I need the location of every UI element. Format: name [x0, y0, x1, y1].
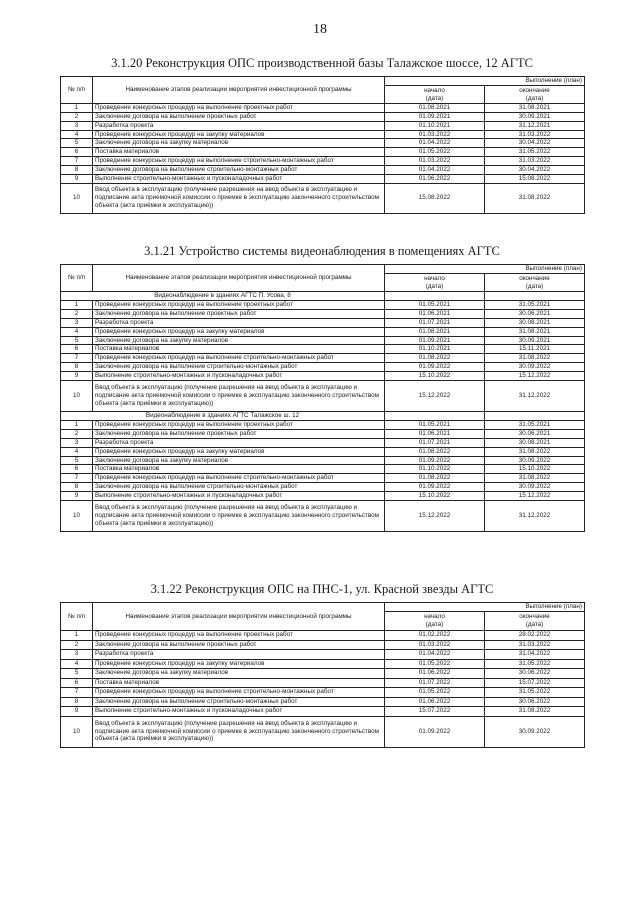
header-start: начало (дата): [385, 86, 485, 104]
end-date: 15.08.2022: [485, 174, 585, 183]
end-date: 31.03.2022: [485, 130, 585, 139]
stage-name: Поставка материалов: [93, 345, 385, 354]
start-date: 01.08.2022: [385, 447, 485, 456]
table-row: [61, 318, 585, 327]
row-number: 7: [61, 474, 93, 483]
table-row: [61, 372, 585, 381]
start-date: 01.04.2022: [385, 650, 485, 660]
start-date: 01.09.2021: [385, 336, 485, 345]
start-date: 01.09.2022: [385, 483, 485, 492]
table-row: [61, 157, 585, 166]
row-number: 1: [61, 631, 93, 641]
stage-name: Проведение конкурсных процедур на выполнение проектных работ: [93, 301, 385, 310]
start-date: 01.07.2021: [385, 318, 485, 327]
table-row: [61, 650, 585, 660]
table-row: [61, 659, 585, 669]
row-number: 10: [61, 501, 93, 532]
table-row: [61, 327, 585, 336]
end-date: 30.08.2021: [485, 438, 585, 447]
end-date: 31.08.2021: [485, 104, 585, 113]
stage-name: Заключение договора на выполнение проектных работ: [93, 640, 385, 650]
start-date: 01.08.2021: [385, 327, 485, 336]
row-number: 2: [61, 309, 93, 318]
table-row: [61, 631, 585, 641]
stage-name: Проведение конкурсных процедур на выполнение строительно-монтажных работ: [93, 157, 385, 166]
end-date: 15.07.2022: [485, 678, 585, 688]
header-start: начало (дата): [385, 274, 485, 292]
table-row: [61, 381, 585, 412]
group-subheading: Видеонаблюдение в зданиях АГТС Талажское ш. 12: [61, 412, 385, 421]
start-date: 01.08.2021: [385, 104, 485, 113]
stage-name: Проведение конкурсных процедур на выполнение проектных работ: [93, 104, 385, 113]
row-number: 8: [61, 166, 93, 175]
end-date: 31.08.2022: [485, 183, 585, 213]
table-row: [61, 121, 585, 130]
row-number: 6: [61, 148, 93, 157]
start-date: 01.05.2021: [385, 301, 485, 310]
start-date: 01.09.2022: [385, 716, 485, 747]
row-number: 5: [61, 336, 93, 345]
end-date: 31.12.2021: [485, 121, 585, 130]
table-row: [61, 363, 585, 372]
row-number: 6: [61, 678, 93, 688]
stage-name: Ввод объекта в эксплуатацию (получение разрешения на ввод объекта в эксплуатацию и подписание акта приемочной комиссии о приемке в эксплуатацию законченного строительством объекта (акта приёмки в эксплуатацию)): [93, 716, 385, 747]
header-num: № п/п: [61, 603, 93, 631]
end-date: 15.10.2022: [485, 465, 585, 474]
stage-name: Проведение конкурсных процедур на выполнение строительно-монтажных работ: [93, 354, 385, 363]
stage-name: Заключение договора на закупку материалов: [93, 456, 385, 465]
row-number: 1: [61, 301, 93, 310]
row-number: 1: [61, 421, 93, 430]
row-number: 4: [61, 659, 93, 669]
start-date: 01.09.2022: [385, 363, 485, 372]
start-date: 01.10.2021: [385, 121, 485, 130]
row-number: 3: [61, 318, 93, 327]
section-title: 3.1.22 Реконструкция ОПС на ПНС-1, ул. Красной звезды АГТС: [150, 582, 494, 596]
group-subheading: Видеонаблюдение в зданиях АГТС П. Усова, 8: [61, 292, 385, 301]
start-date: 15.12.2022: [385, 381, 485, 412]
end-date: 31.05.2021: [485, 421, 585, 430]
stage-name: Выполнение строительно-монтажных и пусконаладочных работ: [93, 707, 385, 717]
table-row: [61, 104, 585, 113]
row-number: 3: [61, 650, 93, 660]
table-row: [61, 465, 585, 474]
end-date: 31.08.2021: [485, 327, 585, 336]
end-date: 31.12.2022: [485, 501, 585, 532]
start-date: 01.05.2022: [385, 659, 485, 669]
row-number: 10: [61, 381, 93, 412]
end-date: 30.09.2022: [485, 456, 585, 465]
end-date: 15.11.2021: [485, 345, 585, 354]
header-num: № п/п: [61, 77, 93, 104]
row-number: 2: [61, 640, 93, 650]
row-number: 4: [61, 130, 93, 139]
table-row: [61, 301, 585, 310]
row-number: 6: [61, 345, 93, 354]
end-date: 30.09.2021: [485, 336, 585, 345]
start-date: 15.08.2022: [385, 183, 485, 213]
start-date: 01.05.2021: [385, 421, 485, 430]
start-date: 01.06.2021: [385, 429, 485, 438]
stage-name: Заключение договора на закупку материалов: [93, 139, 385, 148]
start-date: 01.06.2021: [385, 309, 485, 318]
table-row: [61, 456, 585, 465]
end-date: 31.08.2022: [485, 354, 585, 363]
section-3-1-22: [60, 582, 584, 748]
start-date: 01.05.2022: [385, 148, 485, 157]
table-row: [61, 345, 585, 354]
row-number: 10: [61, 183, 93, 213]
table-row: [61, 678, 585, 688]
table-row: [61, 174, 585, 183]
section-title: 3.1.20 Реконструкция ОПС производственной базы Талажское шоссе, 12 АГТС: [111, 56, 533, 70]
start-date: 01.03.2022: [385, 640, 485, 650]
start-date: 01.04.2022: [385, 139, 485, 148]
end-date: 30.09.2022: [485, 363, 585, 372]
row-number: 4: [61, 447, 93, 456]
table-row: [61, 354, 585, 363]
stage-name: Заключение договора на выполнение проектных работ: [93, 309, 385, 318]
header-end: окончание (дата): [485, 86, 585, 104]
start-date: 01.02.2022: [385, 631, 485, 641]
row-number: 10: [61, 716, 93, 747]
stage-name: Заключение договора на выполнение проектных работ: [93, 429, 385, 438]
stage-name: Заключение договора на выполнение проектных работ: [93, 112, 385, 121]
row-number: 2: [61, 429, 93, 438]
end-date: 31.05.2021: [485, 301, 585, 310]
end-date: 31.04.2022: [485, 650, 585, 660]
end-date: 30.09.2021: [485, 112, 585, 121]
start-date: 01.08.2022: [385, 354, 485, 363]
header-end: окончание (дата): [485, 274, 585, 292]
row-number: 7: [61, 354, 93, 363]
header-performance: Выполнение (план): [385, 603, 585, 612]
end-date: 30.09.2022: [485, 483, 585, 492]
row-number: 8: [61, 483, 93, 492]
row-number: 8: [61, 363, 93, 372]
end-date: 28.02.2022: [485, 631, 585, 641]
end-date: 30.06.2022: [485, 697, 585, 707]
table-row: [61, 438, 585, 447]
end-date: 31.12.2022: [485, 381, 585, 412]
stage-name: Заключение договора на закупку материалов: [93, 336, 385, 345]
start-date: 15.10.2022: [385, 492, 485, 501]
end-date: 31.08.2022: [485, 447, 585, 456]
stage-name: Ввод объекта в эксплуатацию (получение разрешения на ввод объекта в эксплуатацию и подписание акта приемочной комиссии о приемке в эксплуатацию законченного строительством объекта (акта приёмки в эксплуатацию)): [93, 381, 385, 412]
start-date: 01.08.2022: [385, 474, 485, 483]
schedule-table: [60, 602, 585, 748]
start-date: 01.03.2022: [385, 157, 485, 166]
table-row: [61, 501, 585, 532]
header-performance: Выполнение (план): [385, 265, 585, 274]
table-row: [61, 716, 585, 747]
stage-name: Проведение конкурсных процедур на выполнение строительно-монтажных работ: [93, 688, 385, 698]
table-row: [61, 669, 585, 679]
start-date: 01.07.2021: [385, 438, 485, 447]
header-start: начало (дата): [385, 612, 485, 631]
end-date: 15.12.2022: [485, 372, 585, 381]
row-number: 3: [61, 121, 93, 130]
section-3-1-20: [60, 56, 584, 214]
start-date: 01.04.2022: [385, 166, 485, 175]
stage-name: Проведение конкурсных процедур на выполнение строительно-монтажных работ: [93, 474, 385, 483]
table-row: [61, 421, 585, 430]
row-number: 4: [61, 327, 93, 336]
start-date: 01.10.2022: [385, 465, 485, 474]
header-stage-name: Наименование этапов реализации мероприятия инвестиционной программы: [93, 265, 385, 292]
start-date: 01.03.2022: [385, 130, 485, 139]
stage-name: Поставка материалов: [93, 465, 385, 474]
table-row: [61, 183, 585, 213]
stage-name: Проведение конкурсных процедур на закупку материалов: [93, 327, 385, 336]
table-row: [61, 474, 585, 483]
end-date: 30.06.2022: [485, 669, 585, 679]
row-number: 7: [61, 688, 93, 698]
row-number: 1: [61, 104, 93, 113]
start-date: 15.10.2022: [385, 372, 485, 381]
stage-name: Заключение договора на выполнение строительно-монтажных работ: [93, 166, 385, 175]
row-number: 6: [61, 465, 93, 474]
header-stage-name: Наименование этапов реализации мероприятия инвестиционной программы: [93, 603, 385, 631]
row-number: 9: [61, 174, 93, 183]
stage-name: Разработка проекта: [93, 650, 385, 660]
start-date: 01.05.2022: [385, 688, 485, 698]
stage-name: Проведение конкурсных процедур на закупку материалов: [93, 447, 385, 456]
table-row: [61, 148, 585, 157]
table-row: [61, 429, 585, 438]
stage-name: Заключение договора на закупку материалов: [93, 669, 385, 679]
end-date: 31.08.2022: [485, 474, 585, 483]
end-date: 31.03.2022: [485, 157, 585, 166]
start-date: 15.07.2022: [385, 707, 485, 717]
end-date: 30.08.2021: [485, 318, 585, 327]
row-number: 2: [61, 112, 93, 121]
row-number: 7: [61, 157, 93, 166]
table-row: [61, 483, 585, 492]
stage-name: Проведение конкурсных процедур на закупку материалов: [93, 130, 385, 139]
header-num: № п/п: [61, 265, 93, 292]
end-date: 31.05.2022: [485, 659, 585, 669]
stage-name: Поставка материалов: [93, 148, 385, 157]
end-date: 30.04.2022: [485, 166, 585, 175]
end-date: 30.09.2022: [485, 716, 585, 747]
start-date: 01.07.2022: [385, 678, 485, 688]
table-row: [61, 130, 585, 139]
start-date: 01.06.2022: [385, 174, 485, 183]
table-row: [61, 447, 585, 456]
end-date: 31.05.2022: [485, 688, 585, 698]
stage-name: Разработка проекта: [93, 438, 385, 447]
stage-name: Ввод объекта в эксплуатацию (получение разрешения на ввод объекта в эксплуатацию и подписание акта приемочной комиссии о приемке в эксплуатацию законченного строительством объекта (акта приёмки в эксплуатацию)): [93, 183, 385, 213]
stage-name: Поставка материалов: [93, 678, 385, 688]
row-number: 5: [61, 669, 93, 679]
section-3-1-21: [60, 244, 584, 532]
end-date: 31.03.2022: [485, 640, 585, 650]
table-row: [61, 112, 585, 121]
start-date: 01.06.2022: [385, 669, 485, 679]
stage-name: Заключение договора на выполнение строительно-монтажных работ: [93, 363, 385, 372]
row-number: 9: [61, 372, 93, 381]
schedule-table: [60, 76, 585, 214]
row-number: 5: [61, 456, 93, 465]
page-number: 18: [313, 22, 327, 37]
table-row: [61, 640, 585, 650]
end-date: 31.08.2022: [485, 707, 585, 717]
stage-name: Проведение конкурсных процедур на выполнение проектных работ: [93, 421, 385, 430]
stage-name: Выполнение строительно-монтажных и пусконаладочных работ: [93, 492, 385, 501]
stage-name: Разработка проекта: [93, 121, 385, 130]
row-number: 3: [61, 438, 93, 447]
stage-name: Проведение конкурсных процедур на закупку материалов: [93, 659, 385, 669]
start-date: 01.09.2021: [385, 112, 485, 121]
end-date: 30.06.2021: [485, 309, 585, 318]
table-row: [61, 166, 585, 175]
stage-name: Проведение конкурсных процедур на выполнение проектных работ: [93, 631, 385, 641]
end-date: 30.04.2022: [485, 139, 585, 148]
stage-name: Заключение договора на выполнение строительно-монтажных работ: [93, 697, 385, 707]
row-number: 9: [61, 492, 93, 501]
table-row: [61, 336, 585, 345]
section-title: 3.1.21 Устройство системы видеонаблюдения в помещениях АГТС: [144, 244, 500, 258]
stage-name: Заключение договора на выполнение строительно-монтажных работ: [93, 483, 385, 492]
header-stage-name: Наименование этапов реализации мероприятия инвестиционной программы: [93, 77, 385, 104]
table-row: [61, 139, 585, 148]
stage-name: Разработка проекта: [93, 318, 385, 327]
row-number: 5: [61, 139, 93, 148]
header-end: окончание (дата): [485, 612, 585, 631]
stage-name: Ввод объекта в эксплуатацию (получение разрешения на ввод объекта в эксплуатацию и подписание акта приемочной комиссии о приемке в эксплуатацию законченного строительством объекта (акта приёмки в эксплуатацию)): [93, 501, 385, 532]
table-row: [61, 707, 585, 717]
row-number: 9: [61, 707, 93, 717]
start-date: 01.09.2022: [385, 456, 485, 465]
header-performance: Выполнение (план): [385, 77, 585, 86]
table-row: [61, 697, 585, 707]
end-date: 30.06.2021: [485, 429, 585, 438]
start-date: 01.06.2022: [385, 697, 485, 707]
table-row: [61, 492, 585, 501]
start-date: 01.10.2021: [385, 345, 485, 354]
end-date: 15.12.2022: [485, 492, 585, 501]
start-date: 15.12.2022: [385, 501, 485, 532]
row-number: 8: [61, 697, 93, 707]
end-date: 31.05.2022: [485, 148, 585, 157]
stage-name: Выполнение строительно-монтажных и пусконаладочных работ: [93, 174, 385, 183]
schedule-table: [60, 264, 585, 532]
table-row: [61, 309, 585, 318]
stage-name: Выполнение строительно-монтажных и пусконаладочных работ: [93, 372, 385, 381]
table-row: [61, 688, 585, 698]
